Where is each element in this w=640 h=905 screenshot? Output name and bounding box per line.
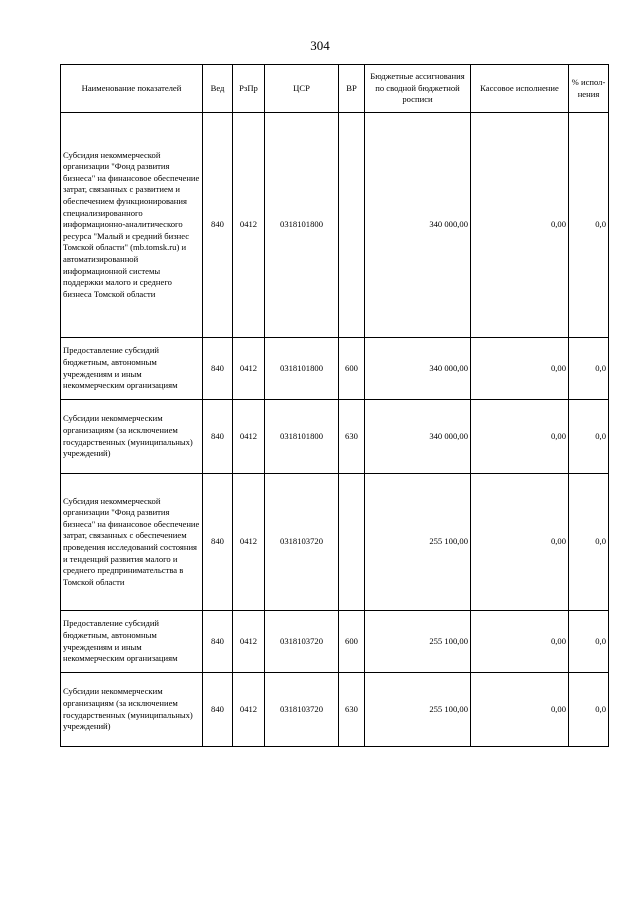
row-vr: 600	[339, 338, 365, 400]
row-pct: 0,0	[569, 611, 609, 673]
page-number: 304	[310, 38, 330, 53]
row-cash: 0,00	[471, 611, 569, 673]
row-vr: 630	[339, 673, 365, 747]
row-pct: 0,0	[569, 400, 609, 474]
row-rzpr: 0412	[233, 611, 265, 673]
row-csr: 0318103720	[265, 611, 339, 673]
row-assign: 340 000,00	[365, 400, 471, 474]
row-rzpr: 0412	[233, 338, 265, 400]
row-name: Субсидии некоммерческим организациям (за исключением государственных (муниципальных) учреждений)	[61, 673, 203, 747]
header-ved: Вед	[203, 65, 233, 113]
header-vr: ВР	[339, 65, 365, 113]
row-pct: 0,0	[569, 474, 609, 611]
row-csr: 0318103720	[265, 673, 339, 747]
row-csr: 0318103720	[265, 474, 339, 611]
row-cash: 0,00	[471, 400, 569, 474]
row-rzpr: 0412	[233, 673, 265, 747]
row-assign: 255 100,00	[365, 474, 471, 611]
row-cash: 0,00	[471, 673, 569, 747]
table-row	[61, 611, 609, 673]
table-row	[61, 474, 609, 611]
row-rzpr: 0412	[233, 400, 265, 474]
row-name: Субсидия некоммерческой организации "Фонд развития бизнеса" на финансовое обеспечение затрат, связанных с обеспечением проведения исследований состояния и тенденций развития малого и среднего предпринимательства в Томской области	[61, 474, 203, 611]
row-vr	[339, 113, 365, 338]
row-name: Субсидии некоммерческим организациям (за исключением государственных (муниципальных) учреждений)	[61, 400, 203, 474]
header-csr: ЦСР	[265, 65, 339, 113]
row-ved: 840	[203, 113, 233, 338]
row-ved: 840	[203, 400, 233, 474]
row-rzpr: 0412	[233, 474, 265, 611]
row-vr	[339, 474, 365, 611]
table-row	[61, 113, 609, 338]
row-cash: 0,00	[471, 474, 569, 611]
row-ved: 840	[203, 338, 233, 400]
row-assign: 255 100,00	[365, 611, 471, 673]
row-ved: 840	[203, 474, 233, 611]
row-csr: 0318101800	[265, 113, 339, 338]
row-pct: 0,0	[569, 338, 609, 400]
table-row	[61, 400, 609, 474]
row-rzpr: 0412	[233, 113, 265, 338]
header-rzpr: РзПр	[233, 65, 265, 113]
row-pct: 0,0	[569, 113, 609, 338]
row-assign: 340 000,00	[365, 338, 471, 400]
header-pct: % испол-нения	[569, 65, 609, 113]
row-assign: 340 000,00	[365, 113, 471, 338]
row-ved: 840	[203, 611, 233, 673]
header-name: Наименование показателей	[61, 65, 203, 113]
row-csr: 0318101800	[265, 400, 339, 474]
budget-table	[60, 64, 609, 747]
row-name: Предоставление субсидий бюджетным, автономным учреждениям и иным некоммерческим организациям	[61, 338, 203, 400]
table-header-row	[61, 65, 609, 113]
row-name: Субсидия некоммерческой организации "Фонд развития бизнеса" на финансовое обеспечение затрат, связанных с развитием и обеспечением функционирования специализированного информационно-аналитического ресурса "Малый и средний бизнес Томской области" (mb.tomsk.ru) и автоматизированной информационной системы поддержки малого и среднего бизнеса Томской области	[61, 113, 203, 338]
row-vr: 600	[339, 611, 365, 673]
row-cash: 0,00	[471, 113, 569, 338]
row-name: Предоставление субсидий бюджетным, автономным учреждениям и иным некоммерческим организациям	[61, 611, 203, 673]
row-assign: 255 100,00	[365, 673, 471, 747]
row-vr: 630	[339, 400, 365, 474]
table-row	[61, 673, 609, 747]
header-assign: Бюджетные ассигнования по сводной бюджетной росписи	[365, 65, 471, 113]
row-ved: 840	[203, 673, 233, 747]
table-row	[61, 338, 609, 400]
header-cash: Кассовое исполнение	[471, 65, 569, 113]
row-cash: 0,00	[471, 338, 569, 400]
row-csr: 0318101800	[265, 338, 339, 400]
row-pct: 0,0	[569, 673, 609, 747]
